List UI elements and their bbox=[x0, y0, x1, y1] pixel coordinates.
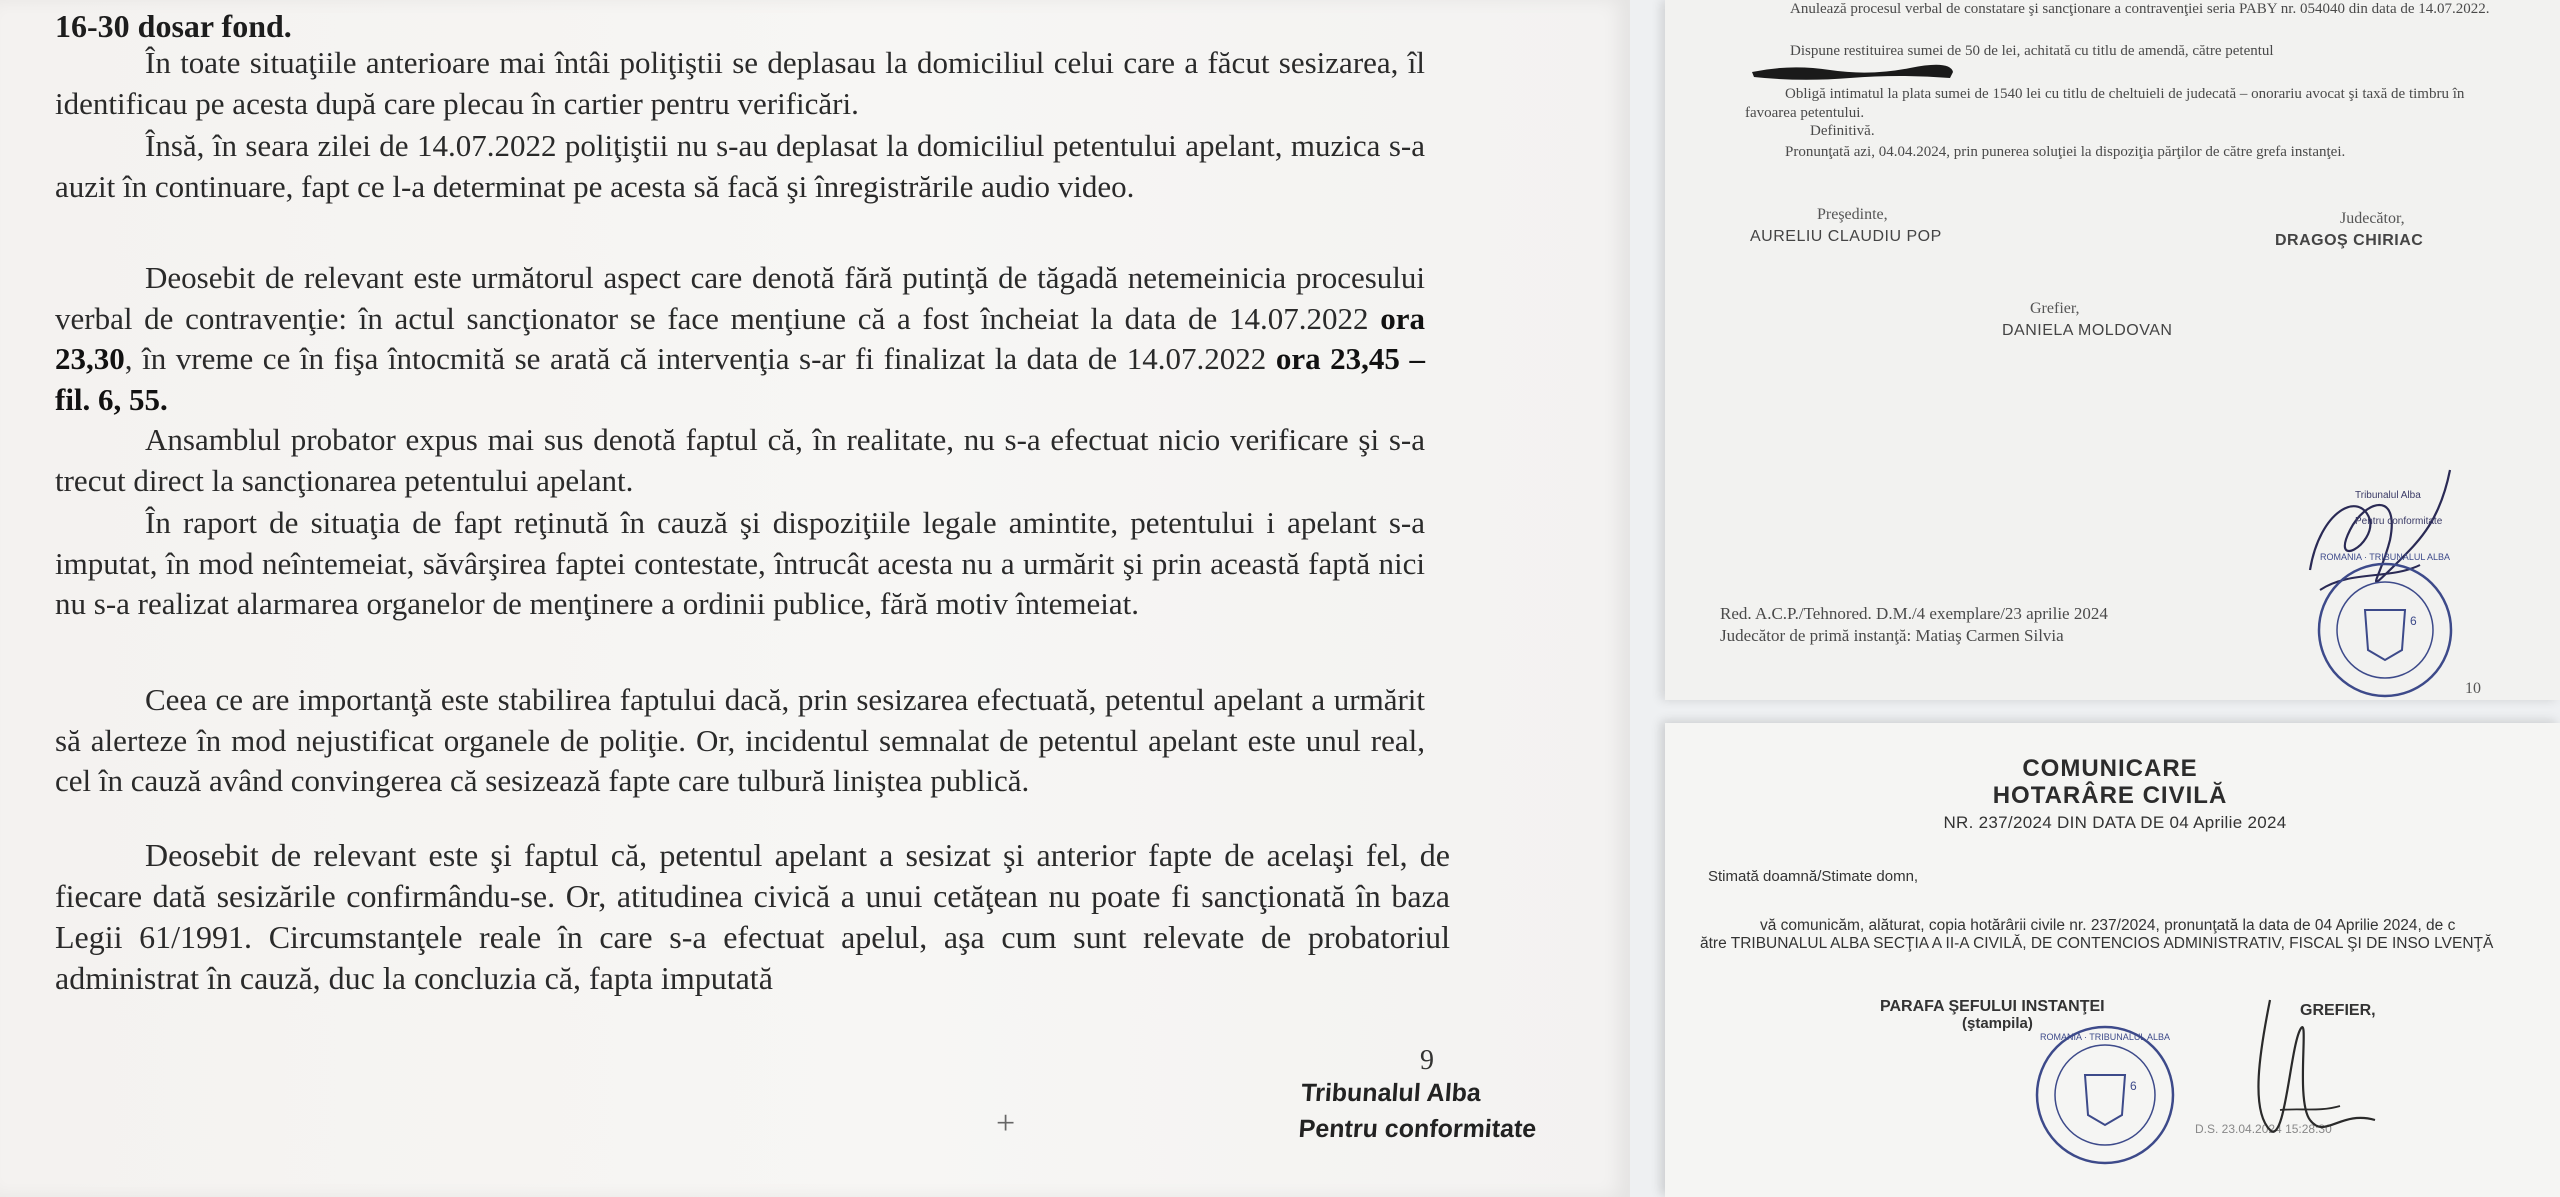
stamp-line-2: Pentru conformitate bbox=[1297, 1115, 1538, 1143]
paragraph-7: Deosebit de relevant este şi faptul că, petentul apelant a sesizat şi anterior fapte de acelaşi fel, de fiecare dată sesizările confirmându-se. Or, atitudinea civică a unui cetăţean nu poate fi sancţionată în baza Legii 61/1991. Circumstanţele reale în care s-a efectuat apelul, aşa cum sunt relevate de probatoriul administrat în cauză, duc la concluzia că, fapta imputată bbox=[55, 837, 1450, 996]
communication-title: COMUNICARE bbox=[2022, 755, 2198, 782]
paragraph-3-text-a: Deosebit de relevant este următorul aspect care denotă fără putinţă de tăgadă netemeinicia procesului verbal de contravenţie: în actul sancţionator se face menţiune că a fost încheiat la data de 14.07.2022 bbox=[55, 260, 1425, 336]
paragraph-1: În toate situaţiile anterioare mai întâi poliţiştii se deplasau la domiciliul celui care a făcut sesizarea, îl identificau pe acesta după care plecau în cartier pentru verificări. bbox=[55, 45, 1425, 121]
paragraph-3-text-b: , în vreme ce în fişa întocmită se arată că intervenţia s-ar fi finalizat la data de 14.07.2022 bbox=[124, 341, 1276, 376]
seal-number-top: 6 bbox=[2410, 614, 2417, 628]
clerk-label: GREFIER, bbox=[2300, 1002, 2376, 1019]
ruling-costs: Obligă intimatul la plata sumei de 1540 lei cu titlu de cheltuieli de judecată – onorariu avocat şi taxă de timbru în favoarea petentului. bbox=[1745, 86, 2465, 121]
time-highlight-2: ora 23,45 – fil. 6, 55. bbox=[55, 341, 1425, 417]
paragraph-5: În raport de situaţia de fapt reţinută în cauză şi dispoziţiile legale amintite, petentului i apelant s-a imputat, în mod neîntemeiat, săvârşirea faptei contestate, întrucât acesta nu a urmărit şi prin această faptă nici nu s-a realizat alarmarea organelor de menţinere a ordinii publice, fără motiv întemeiat. bbox=[55, 505, 1425, 621]
president-title: Preşedinte, bbox=[1817, 206, 1888, 223]
paragraph-2: Însă, în seara zilei de 14.07.2022 poliţiştii nu s-au deplasat la domiciliul petentului apelant, muzica s-a auzit în continuare, fapt ce l-a determinat pe acesta să facă şi înregistrările audio video. bbox=[55, 128, 1425, 204]
redaction-mark bbox=[1750, 60, 1955, 82]
paragraph-3 bbox=[55, 258, 1425, 420]
redaction-info: Red. A.C.P./Tehnored. D.M./4 exemplare/23 aprilie 2024 bbox=[1720, 604, 2108, 623]
page-heading: 16-30 dosar fond. bbox=[55, 8, 292, 44]
decision-number: NR. 237/2024 DIN DATA DE 04 Aprilie 2024 bbox=[1943, 813, 2287, 832]
communication-body-2: ătre TRIBUNALUL ALBA SECŢIA A II-A CIVILĂ, DE CONTENCIOS ADMINISTRATIV, FISCAL ŞI DE INSO LVENŢĂ bbox=[1700, 935, 2494, 952]
signature-icon bbox=[2310, 470, 2450, 590]
ruling-annul: Anulează procesul verbal de constatare şi sancţionare a contravenţiei seria PABY nr. 054040 din data de 14.07.2022. bbox=[1790, 1, 2490, 17]
first-instance-judge: Judecător de primă instanţă: Matiaş Carmen Silvia bbox=[1720, 626, 2064, 645]
document-footer: D.S. 23.04.2024 15:28:30 bbox=[2195, 1122, 2332, 1136]
plus-icon: + bbox=[996, 1105, 1016, 1142]
paragraph-4: Ansamblul probator expus mai sus denotă faptul că, în realitate, nu s-a efectuat nicio verificare şi s-a trecut direct la sancţionarea petentului apelant. bbox=[55, 422, 1425, 498]
signature-and-seal bbox=[2250, 450, 2560, 700]
stamp-text-top-1: Tribunalul Alba bbox=[2355, 490, 2421, 501]
page-number-right: 10 bbox=[2465, 680, 2481, 697]
stamp-label: (ştampila) bbox=[1962, 1015, 2033, 1032]
stamp-line-1: Tribunalul Alba bbox=[1300, 1079, 1482, 1107]
judge-title: Judecător, bbox=[2340, 210, 2405, 227]
page-number: 9 bbox=[1420, 1045, 1434, 1076]
conformity-stamp bbox=[1297, 1075, 1540, 1147]
communication-body-1: vă comunicăm, alăturat, copia hotărârii civile nr. 237/2024, pronunţată la data de 04 Aprilie 2024, de c bbox=[1760, 917, 2456, 934]
ruling-restitution: Dispune restituirea sumei de 50 de lei, achitată cu titlu de amendă, către petentul bbox=[1790, 43, 2274, 59]
seal-text-top: ROMANIA · TRIBUNALUL ALBA bbox=[2319, 552, 2451, 562]
civil-decision-title: HOTARÂRE CIVILĂ bbox=[1992, 782, 2228, 809]
clerk-name: DANIELA MOLDOVAN bbox=[2002, 322, 2173, 339]
ruling-pronounced: Pronunţată azi, 04.04.2024, prin punerea soluţiei la dispoziţia părţilor de către grefa instanţei. bbox=[1785, 144, 2346, 160]
signature-icon bbox=[2240, 990, 2380, 1150]
greeting: Stimată doamnă/Stimate domn, bbox=[1708, 868, 1919, 885]
seal-number-bottom: 6 bbox=[2130, 1079, 2137, 1093]
clerk-title: Grefier, bbox=[2030, 300, 2080, 317]
president-name: AURELIU CLAUDIU POP bbox=[1750, 228, 1942, 245]
stamp-text-top-2: Pentru conformitate bbox=[2355, 516, 2443, 527]
ruling-final: Definitivă. bbox=[1810, 123, 1875, 139]
round-seal-icon bbox=[2319, 564, 2451, 696]
head-of-court-seal-label: PARAFA ŞEFULUI INSTANŢEI bbox=[1880, 998, 2105, 1015]
paragraph-6: Ceea ce are importanţă este stabilirea faptului dacă, prin sesizarea efectuată, petentul apelant a urmărit să alerteze în mod nejustificat organele de poliţie. Or, incidentul semnalat de petentul apelant este unul real, cel în cauză având convingerea că sesizează fapte care tulbură liniştea publică. bbox=[55, 682, 1425, 798]
judge-name: DRAGOŞ CHIRIAC bbox=[2275, 232, 2424, 249]
seal-text-bottom: ROMANIA · TRIBUNALUL ALBA bbox=[2039, 1032, 2171, 1042]
round-seal-icon bbox=[2030, 1020, 2180, 1170]
time-highlight-1: ora 23,30 bbox=[55, 300, 1425, 376]
